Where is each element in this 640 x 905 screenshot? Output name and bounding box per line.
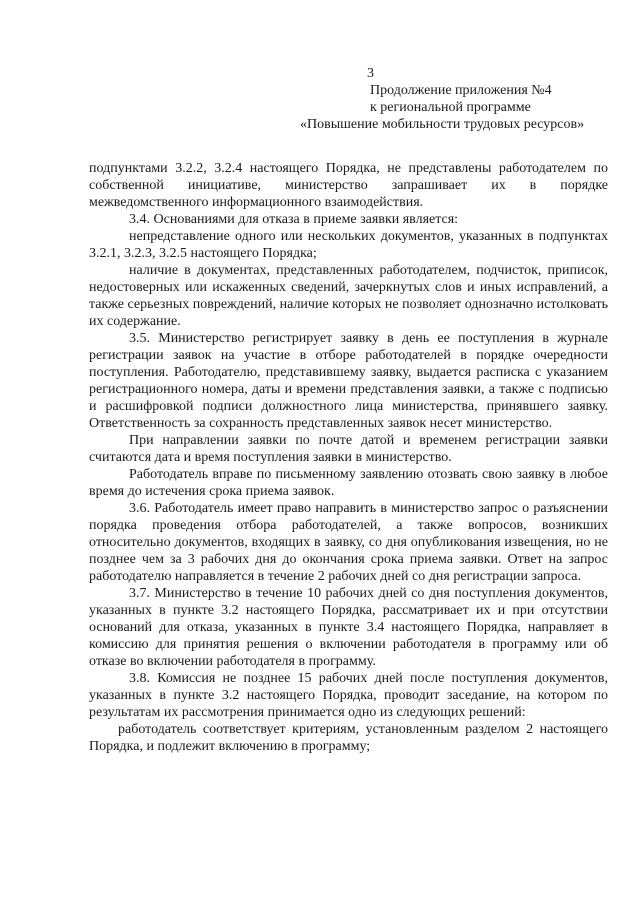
paragraph-withdrawal: Работодатель вправе по письменному заявлению отозвать свою заявку в любое время до истечения срока приема заявок. xyxy=(89,467,608,499)
appendix-header-line: к региональной программе xyxy=(370,100,531,115)
paragraph-decision-1: работодатель соответствует критериям, установленным разделом 2 настоящего Порядка, и подлежит включению в программу; xyxy=(89,722,608,754)
appendix-header xyxy=(300,82,620,133)
paragraph-3-7: 3.7. Министерство в течение 10 рабочих дней со дня поступления документов, указанных в пункте 3.2 настоящего Порядка, рассматривает их и при отсутствии оснований для отказа, указанных в пункте 3.4 настоящего Порядка, направляет в комиссию для принятия решения о включении работодателя в программу или об отказе во включении работодателя в программу. xyxy=(89,586,608,669)
document-body xyxy=(89,160,608,755)
appendix-header-line: «Повышение мобильности трудовых ресурсов» xyxy=(300,117,585,132)
paragraph-3-6: 3.6. Работодатель имеет право направить в министерство запрос о разъяснении порядка проведения отбора работодателей, а также вопросов, возникших относительно документов, входящих в заявку, со дня опубликования извещения, но не позднее чем за 3 рабочих дня до окончания срока приема заявки. Ответ на запрос работодателю направляется в течение 2 рабочих дней со дня регистрации запроса. xyxy=(89,501,608,584)
paragraph-3-8: 3.8. Комиссия не позднее 15 рабочих дней после поступления документов, указанных в пункте 3.2 настоящего Порядка, проводит заседание, на котором по результатам их рассмотрения принимается одно из следующих решений: xyxy=(89,671,608,720)
appendix-header-line: Продолжение приложения №4 xyxy=(370,83,552,98)
paragraph-3-5: 3.5. Министерство регистрирует заявку в день ее поступления в журнале регистрации заявок на участие в отборе работодателей в порядке очередности поступления. Работодателю, представившему заявку, выдается расписка с указанием регистрационного номера, даты и времени представления заявки, а также с подписью и расшифровкой подписи должностного лица министерства, принявшего заявку. Ответственность за сохранность представленных заявок несет министерство. xyxy=(89,331,608,431)
paragraph-refusal-reason-2: наличие в документах, представленных работодателем, подчисток, приписок, недостоверных или искаженных сведений, зачеркнутых слов и иных исправлений, а также серьезных повреждений, наличие которых не позволяет однозначно истолковать их содержание. xyxy=(89,263,608,329)
page-number: 3 xyxy=(367,66,374,81)
paragraph-continuation: подпунктами 3.2.2, 3.2.4 настоящего Порядка, не представлены работодателем по собственной инициативе, министерство запрашивает их в порядке межведомственного информационного взаимодействия. xyxy=(89,161,608,210)
paragraph-3-4: 3.4. Основаниями для отказа в приеме заявки является: xyxy=(129,212,459,227)
paragraph-mail-submission: При направлении заявки по почте датой и временем регистрации заявки считаются дата и время поступления заявки в министерство. xyxy=(89,433,608,465)
paragraph-refusal-reason-1: непредставление одного или нескольких документов, указанных в подпунктах 3.2.1, 3.2.3, 3.2.5 настоящего Порядка; xyxy=(89,229,608,261)
